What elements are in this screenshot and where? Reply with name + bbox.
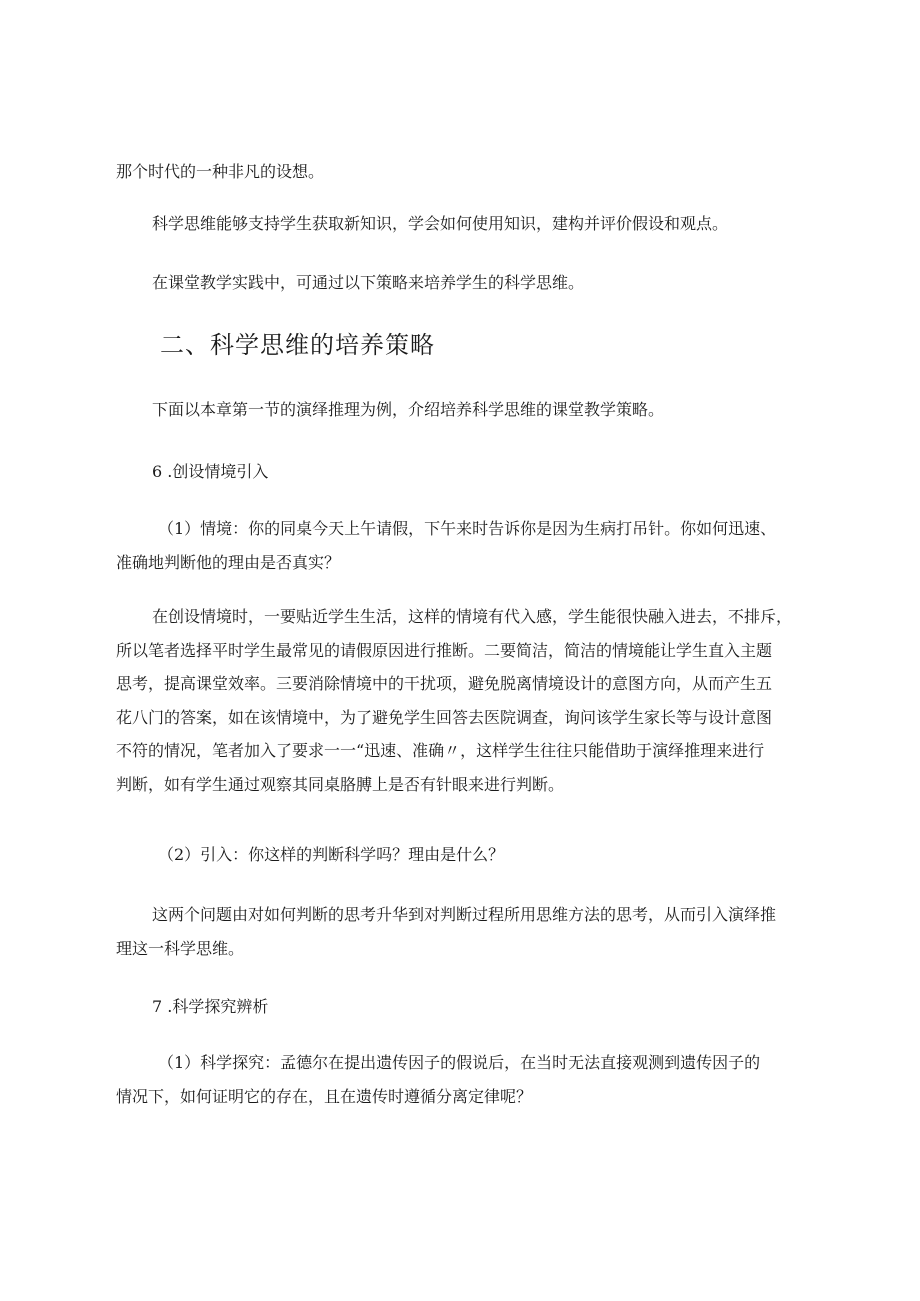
paragraph-introduction-question — [158, 838, 858, 872]
list-item-7 — [152, 990, 852, 1024]
text-line: 思考，提高课堂效率。三要消除情境中的干扰项，避免脱离情境设计的意图方向，从而产生五 — [116, 674, 773, 693]
paragraph-scenario-design — [116, 600, 816, 801]
paragraph-deduction — [116, 898, 816, 965]
paragraph-scientific-thinking — [152, 207, 852, 241]
paragraph-continuation — [116, 155, 816, 189]
section-heading: 二、科学思维的培养策略 — [160, 331, 435, 359]
text-line: 6 .创设情境引入 — [152, 462, 269, 481]
text-line: （2）引入：你这样的判断科学吗？理由是什么？ — [158, 845, 505, 864]
text-line: （1）科学探究：孟德尔在提出遗传因子的假说后，在当时无法直接观测到遗传因子的 — [158, 1053, 761, 1072]
text-line: 准确地判断他的理由是否真实？ — [116, 552, 341, 572]
text-line: 科学思维能够支持学生获取新知识，学会如何使用知识，建构并评价假设和观点。 — [152, 214, 729, 233]
text-line: 理这一科学思维。 — [116, 938, 245, 958]
paragraph-scientific-inquiry — [116, 1046, 816, 1113]
text-line: 情况下，如何证明它的存在，且在遗传时遵循分离定律呢？ — [116, 1086, 533, 1106]
paragraph-classroom-practice — [152, 266, 852, 300]
text-line: 那个时代的一种非凡的设想。 — [116, 162, 325, 181]
text-line: 不符的情况，笔者加入了要求一一“迅速、准确〃，这样学生往往只能借助于演绎推理来进行 — [116, 741, 765, 760]
paragraph-intro-strategy — [152, 393, 852, 427]
text-line: 在创设情境时，一要贴近学生生活，这样的情境有代入感，学生能很快融入进去，不排斥， — [152, 607, 793, 626]
text-line: 判断，如有学生通过观察其同桌胳膊上是否有针眼来进行判断。 — [116, 774, 565, 794]
text-line: 在课堂教学实践中，可通过以下策略来培养学生的科学思维。 — [152, 273, 585, 292]
list-item-6 — [152, 455, 852, 489]
text-line: （1）情境：你的同桌今天上午请假，下午来时告诉你是因为生病打吊针。你如何迅速、 — [158, 519, 777, 538]
paragraph-scenario — [116, 512, 816, 579]
text-line: 这两个问题由对如何判断的思考升华到对判断过程所用思维方法的思考，从而引入演绎推 — [152, 905, 777, 924]
text-line: 下面以本章第一节的演绎推理为例，介绍培养科学思维的课堂教学策略。 — [152, 400, 665, 419]
text-line: 花八门的答案，如在该情境中，为了避免学生回答去医院调查，询问该学生家长等与设计意图 — [116, 707, 773, 727]
text-line: 所以笔者选择平时学生最常见的请假原因进行推断。二要简洁，简洁的情境能让学生直入主题 — [116, 640, 773, 660]
text-line: 7 .科学探究辨析 — [152, 997, 269, 1016]
